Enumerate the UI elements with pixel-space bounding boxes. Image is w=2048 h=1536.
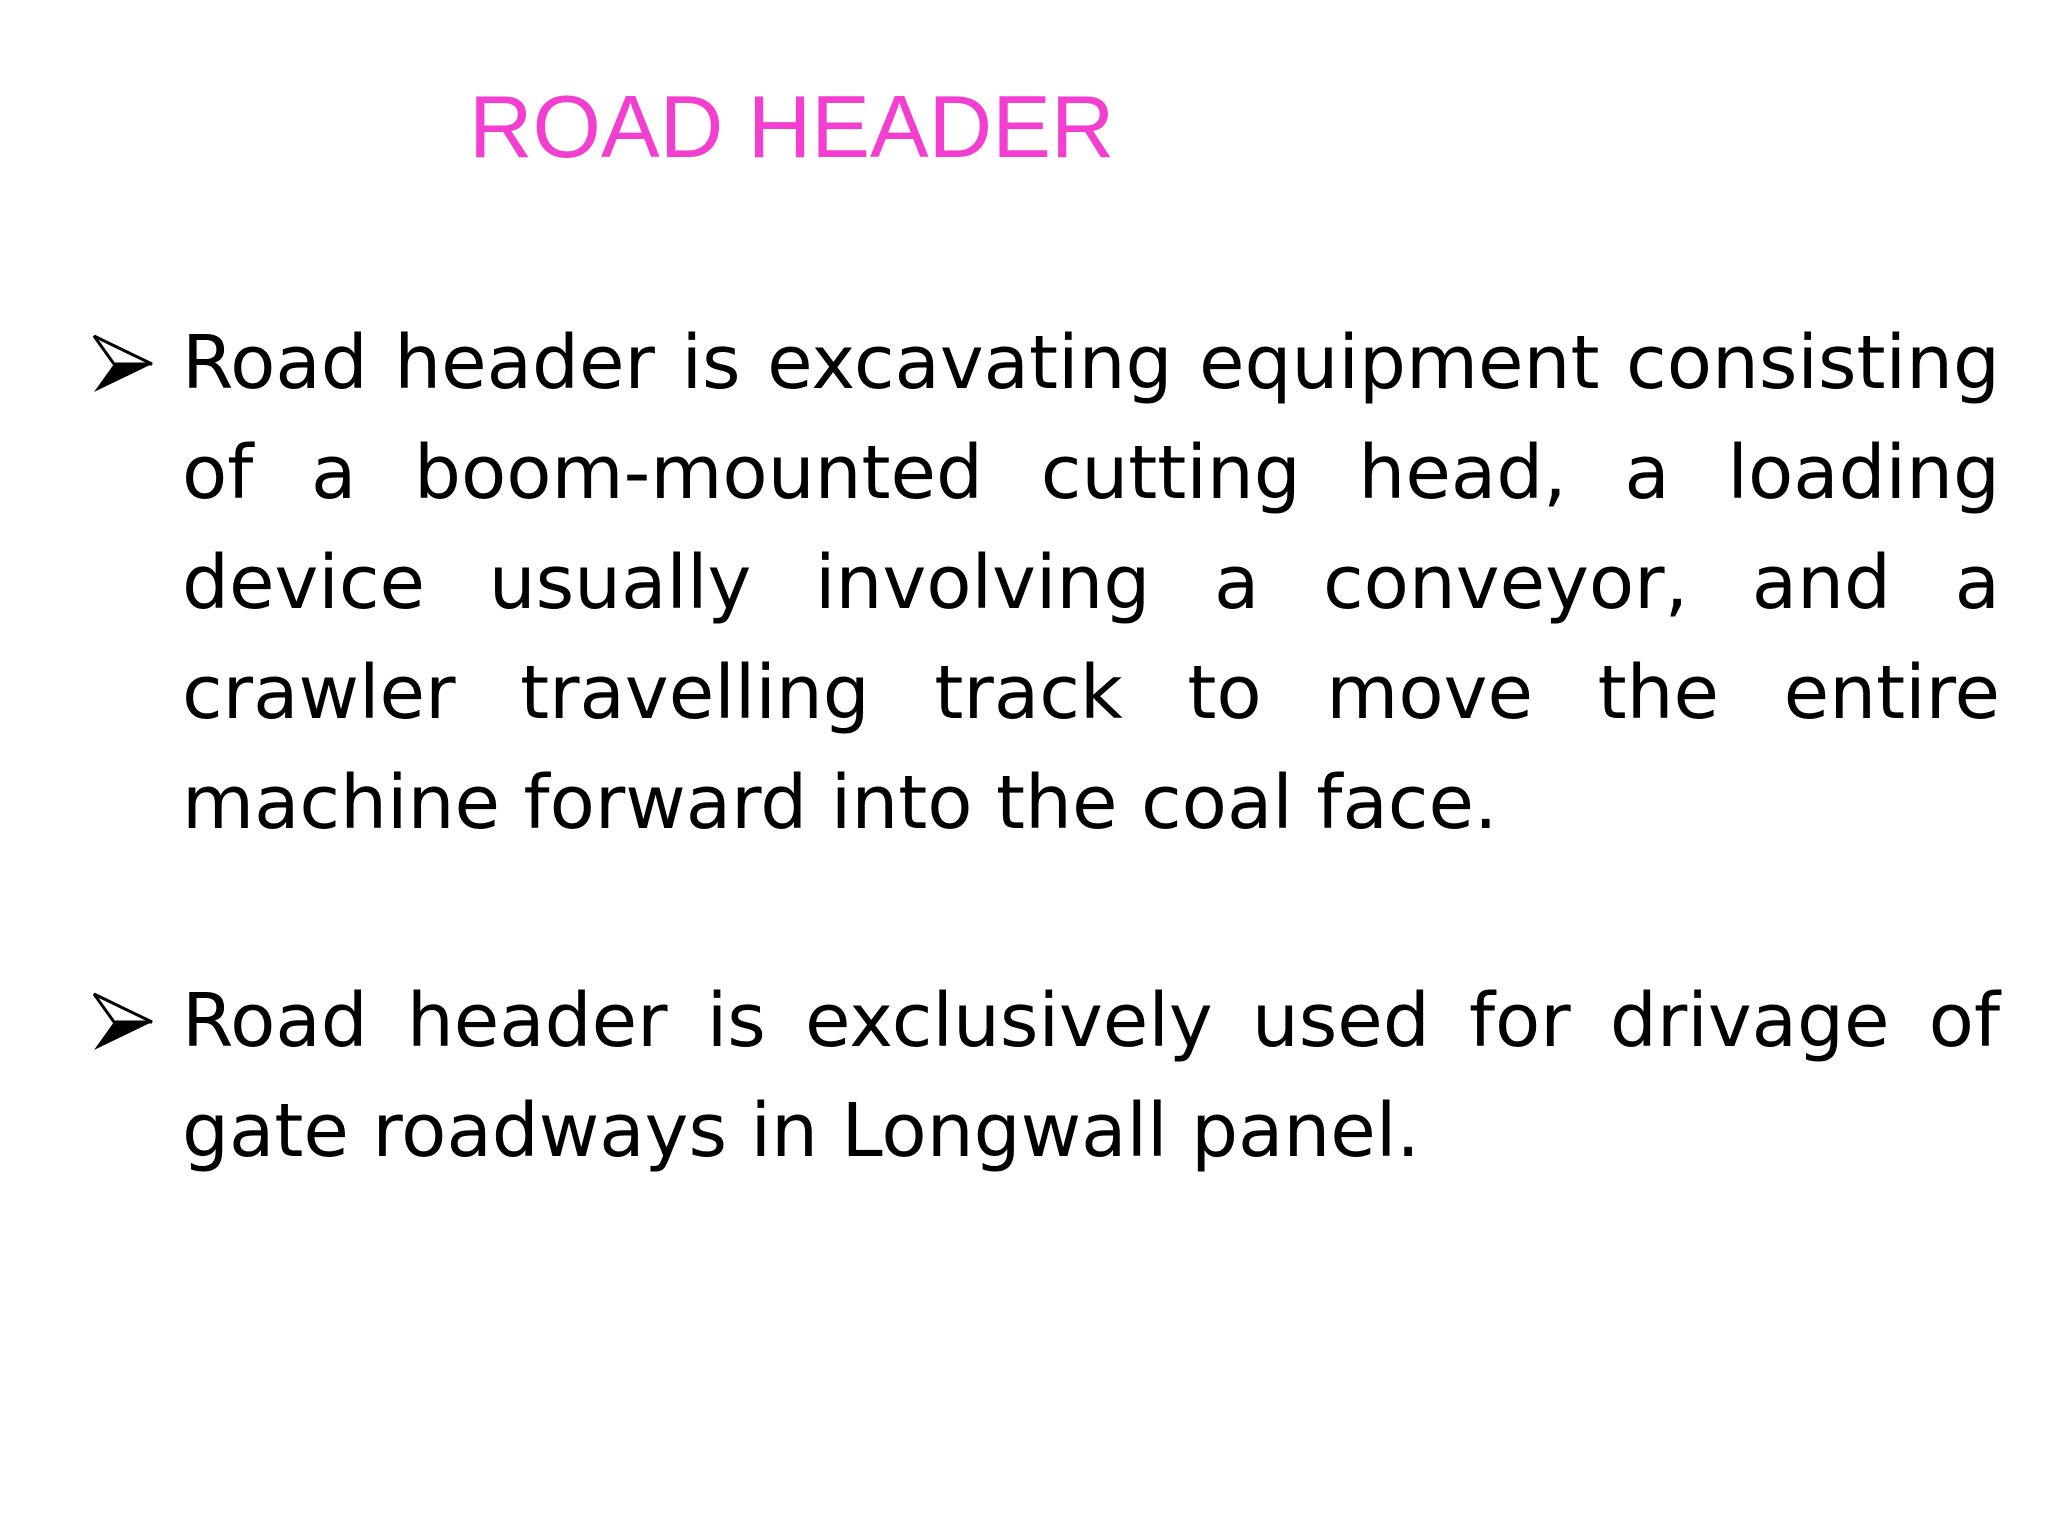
bullet-item — [92, 966, 2000, 1186]
arrowhead-bullet-icon — [92, 334, 154, 394]
arrowhead-bullet-icon — [92, 992, 154, 1052]
slide-title: ROAD HEADER — [469, 77, 1115, 176]
bullet-list — [92, 308, 2000, 1186]
bullet-text: Road header is exclusively used for drivage of gate roadways in Longwall panel. — [182, 978, 2000, 1174]
bullet-item — [92, 308, 2000, 858]
bullet-text: Road header is excavating equipment consisting of a boom-mounted cutting head, a loading device usually involving a conveyor, and a crawler travelling track to move the entire machine forward into the coal face. — [182, 320, 2000, 846]
